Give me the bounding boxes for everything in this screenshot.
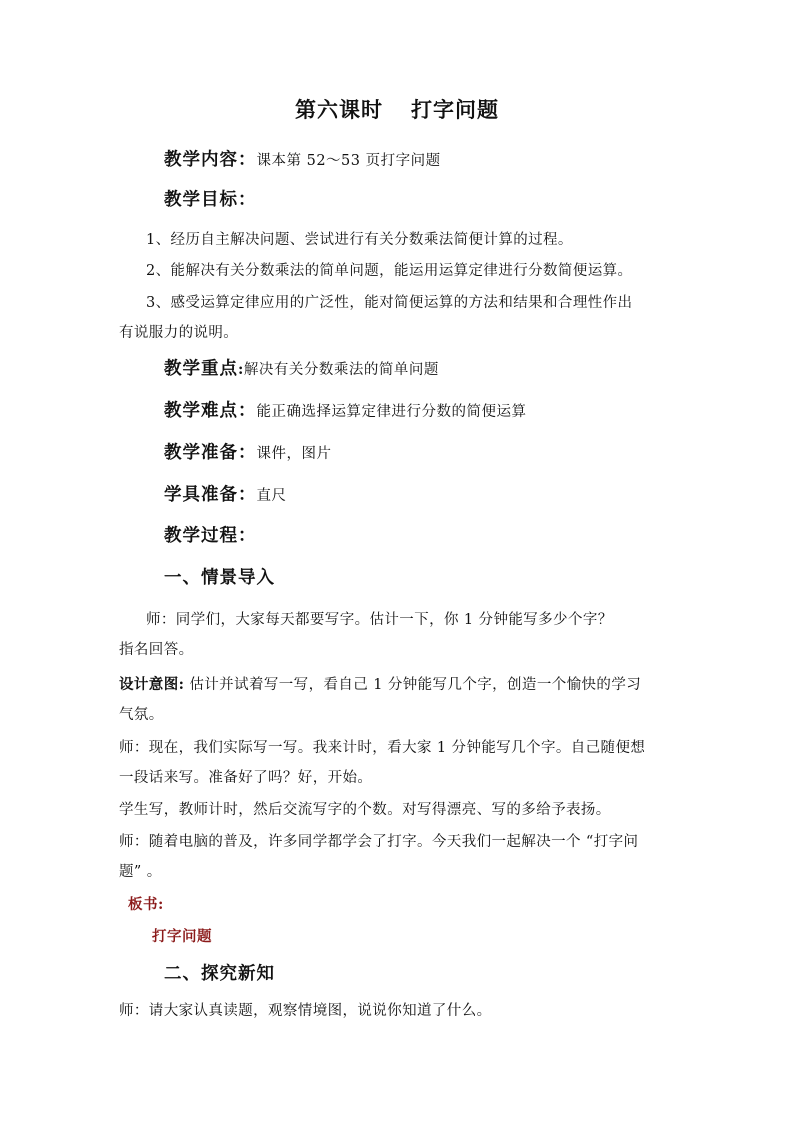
- difficulty-value: 能正确选择运算定律进行分数的简便运算: [256, 404, 527, 420]
- design-intent-label: 设计意图: [119, 676, 179, 693]
- teaching-content-value: 课本第 52～53 页打字问题: [256, 153, 441, 169]
- difficulty-label: 教学难点：: [164, 401, 257, 421]
- teaching-objectives-label: 教学目标：: [164, 190, 257, 210]
- teaching-process-label: 教学过程：: [164, 526, 257, 546]
- design-intent-line-2: 气氛。: [119, 707, 164, 723]
- difficulty-row: [164, 397, 527, 422]
- key-point-value: 解决有关分数乘法的简单问题: [243, 362, 439, 378]
- section-2-paragraph-1: 师：请大家认真读题，观察情境图，说说你知道了什么。: [119, 1003, 492, 1019]
- objective-item-2: 2、能解决有关分数乘法的简单问题，能运用运算定律进行分数简便运算。: [146, 263, 633, 279]
- board-writing-value: 打字问题: [152, 928, 212, 945]
- teaching-content-row: [164, 146, 441, 171]
- design-intent-line-1: [119, 673, 641, 694]
- student-prep-row: [164, 481, 287, 506]
- design-intent-colon: :: [178, 676, 185, 693]
- section-1-heading: 一、情景导入: [164, 568, 275, 588]
- objective-item-3-line-1: 3、感受运算定律应用的广泛性，能对简便运算的方法和结果和合理性作出: [146, 295, 633, 311]
- section-1-paragraph-3-line-2: 一段话来写。准备好了吗？好，开始。: [119, 770, 373, 786]
- lesson-number: 第六课时: [295, 97, 383, 122]
- key-point-row: [164, 355, 439, 380]
- section-1-paragraph-1: 师：同学们，大家每天都要写字。估计一下，你 1 分钟能写多少个字？: [146, 612, 613, 628]
- section-2-heading: 二、探究新知: [164, 964, 275, 984]
- key-point-colon: :: [238, 361, 244, 378]
- section-1-paragraph-5-line-2: 题” 。: [119, 864, 162, 880]
- objective-item-3-line-2: 有说服力的说明。: [119, 325, 239, 341]
- section-1-paragraph-3-line-1: 师：现在，我们实际写一写。我来计时，看大家 1 分钟能写几个字。自己随便想: [119, 740, 646, 756]
- teacher-prep-value: 课件，图片: [256, 446, 332, 462]
- student-prep-value: 直尺: [256, 488, 287, 504]
- student-prep-label: 学具准备：: [164, 485, 257, 505]
- teaching-content-label: 教学内容：: [164, 150, 257, 170]
- design-intent-text: 估计并试着写一写，看自己 1 分钟能写几个字，创造一个愉快的学习: [184, 677, 642, 693]
- key-point-label: 教学重点: [164, 359, 238, 379]
- section-1-paragraph-5-line-1: 师：随着电脑的普及，许多同学都学会了打字。今天我们一起解决一个 “打字问: [119, 834, 639, 850]
- section-1-paragraph-4: 学生写，教师计时，然后交流写字的个数。对写得漂亮、写的多给予表扬。: [119, 802, 611, 818]
- teacher-prep-label: 教学准备：: [164, 443, 257, 463]
- lesson-title: [0, 94, 794, 124]
- lesson-topic: 打字问题: [411, 97, 499, 122]
- teacher-prep-row: [164, 439, 332, 464]
- objective-item-1: 1、经历自主解决问题、尝试进行有关分数乘法简便计算的过程。: [146, 232, 573, 248]
- board-writing-label: 板书:: [128, 896, 164, 913]
- section-1-paragraph-2: 指名回答。: [119, 642, 194, 658]
